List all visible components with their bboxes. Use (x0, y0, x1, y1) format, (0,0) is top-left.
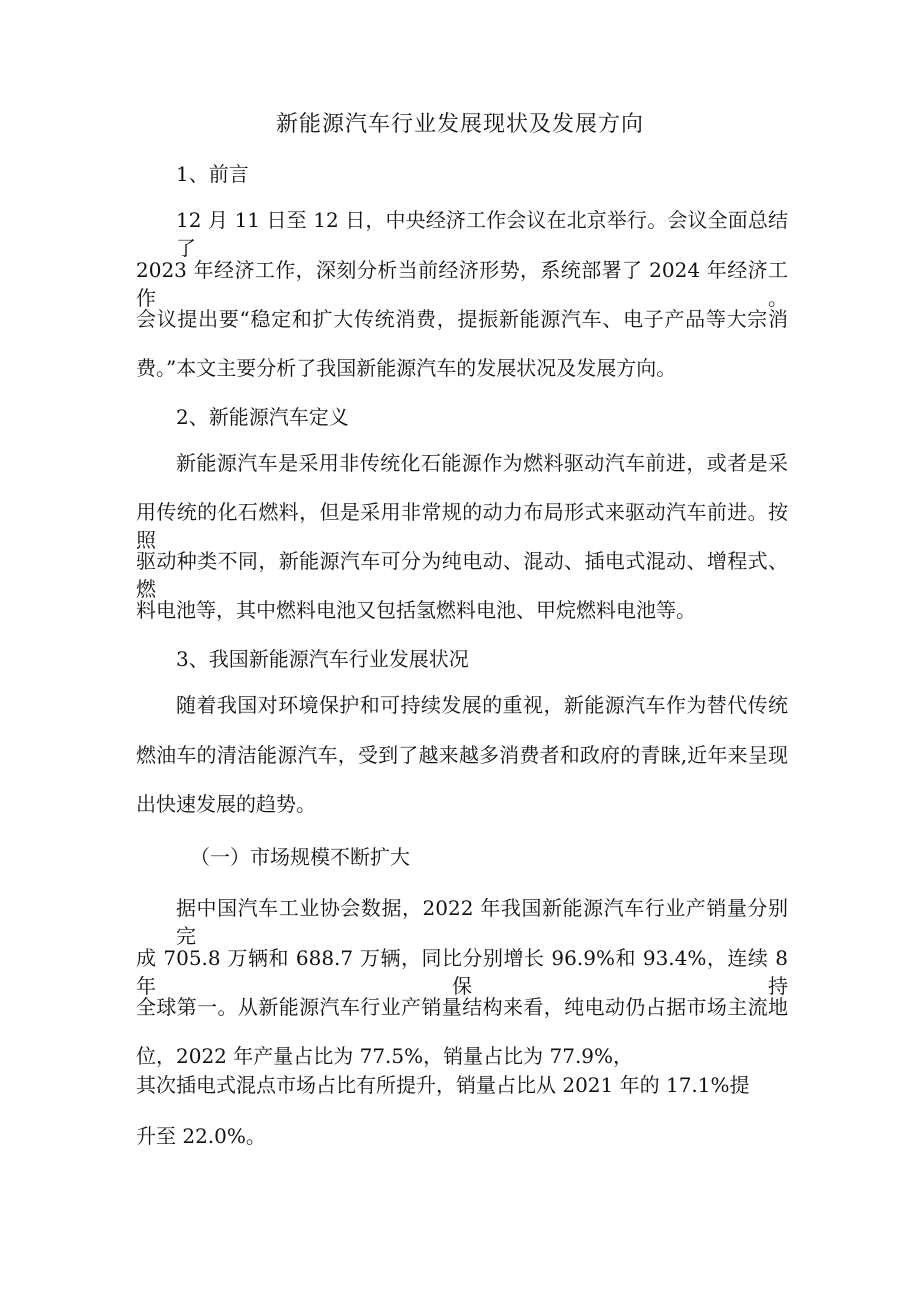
paragraph-line: 其次插电式混点市场占比有所提升，销量占比从 2021 年的 17.1%提 (136, 1073, 750, 1097)
paragraph-line: 燃油车的清洁能源汽车，受到了越来越多消费者和政府的青睐,近年来呈现 (136, 743, 788, 767)
paragraph-line: 用传统的化石燃料，但是采用非常规的动力布局形式来驱动汽车前进。按照 (136, 500, 788, 552)
section-heading-status: 3、我国新能源汽车行业发展状况 (176, 647, 469, 671)
paragraph-line: 据中国汽车工业协会数据，2022 年我国新能源汽车行业产销量分别完 (176, 896, 788, 948)
paragraph-line: 驱动种类不同，新能源汽车可分为纯电动、混动、插电式混动、增程式、燃 (136, 549, 788, 601)
paragraph-line: 随着我国对环境保护和可持续发展的重视，新能源汽车作为替代传统 (176, 693, 788, 717)
subsection-heading-market-scale: （一）市场规模不断扩大 (190, 845, 410, 869)
section-heading-preface: 1、前言 (176, 162, 249, 186)
paragraph-line: 升至 22.0%。 (136, 1124, 266, 1148)
paragraph-line: 费。”本文主要分析了我国新能源汽车的发展状况及发展方向。 (136, 356, 677, 380)
paragraph-line: 位，2022 年产量占比为 77.5%，销量占比为 77.9%， (136, 1044, 634, 1068)
section-heading-definition: 2、新能源汽车定义 (176, 405, 349, 429)
paragraph-line: 出快速发展的趋势。 (136, 792, 316, 816)
paragraph-line: 成 705.8 万辆和 688.7 万辆，同比分别增长 96.9%和 93.4%，连续 8 年保持 (136, 946, 788, 998)
paragraph-line: 12 月 11 日至 12 日，中央经济工作会议在北京举行。会议全面总结了 (176, 208, 788, 260)
paragraph-line: 新能源汽车是采用非传统化石能源作为燃料驱动汽车前进，或者是采 (176, 451, 788, 475)
paragraph-line: 料电池等，其中燃料电池又包括氢燃料电池、甲烷燃料电池等。 (136, 598, 696, 622)
paragraph-line: 2023 年经济工作，深刻分析当前经济形势，系统部署了 2024 年经济工作。 (136, 258, 788, 310)
paragraph-line: 会议提出要“稳定和扩大传统消费，提振新能源汽车、电子产品等大宗消 (136, 307, 788, 331)
paragraph-line: 全球第一。从新能源汽车行业产销量结构来看，纯电动仍占据市场主流地 (136, 995, 788, 1019)
document-title: 新能源汽车行业发展现状及发展方向 (275, 112, 644, 137)
